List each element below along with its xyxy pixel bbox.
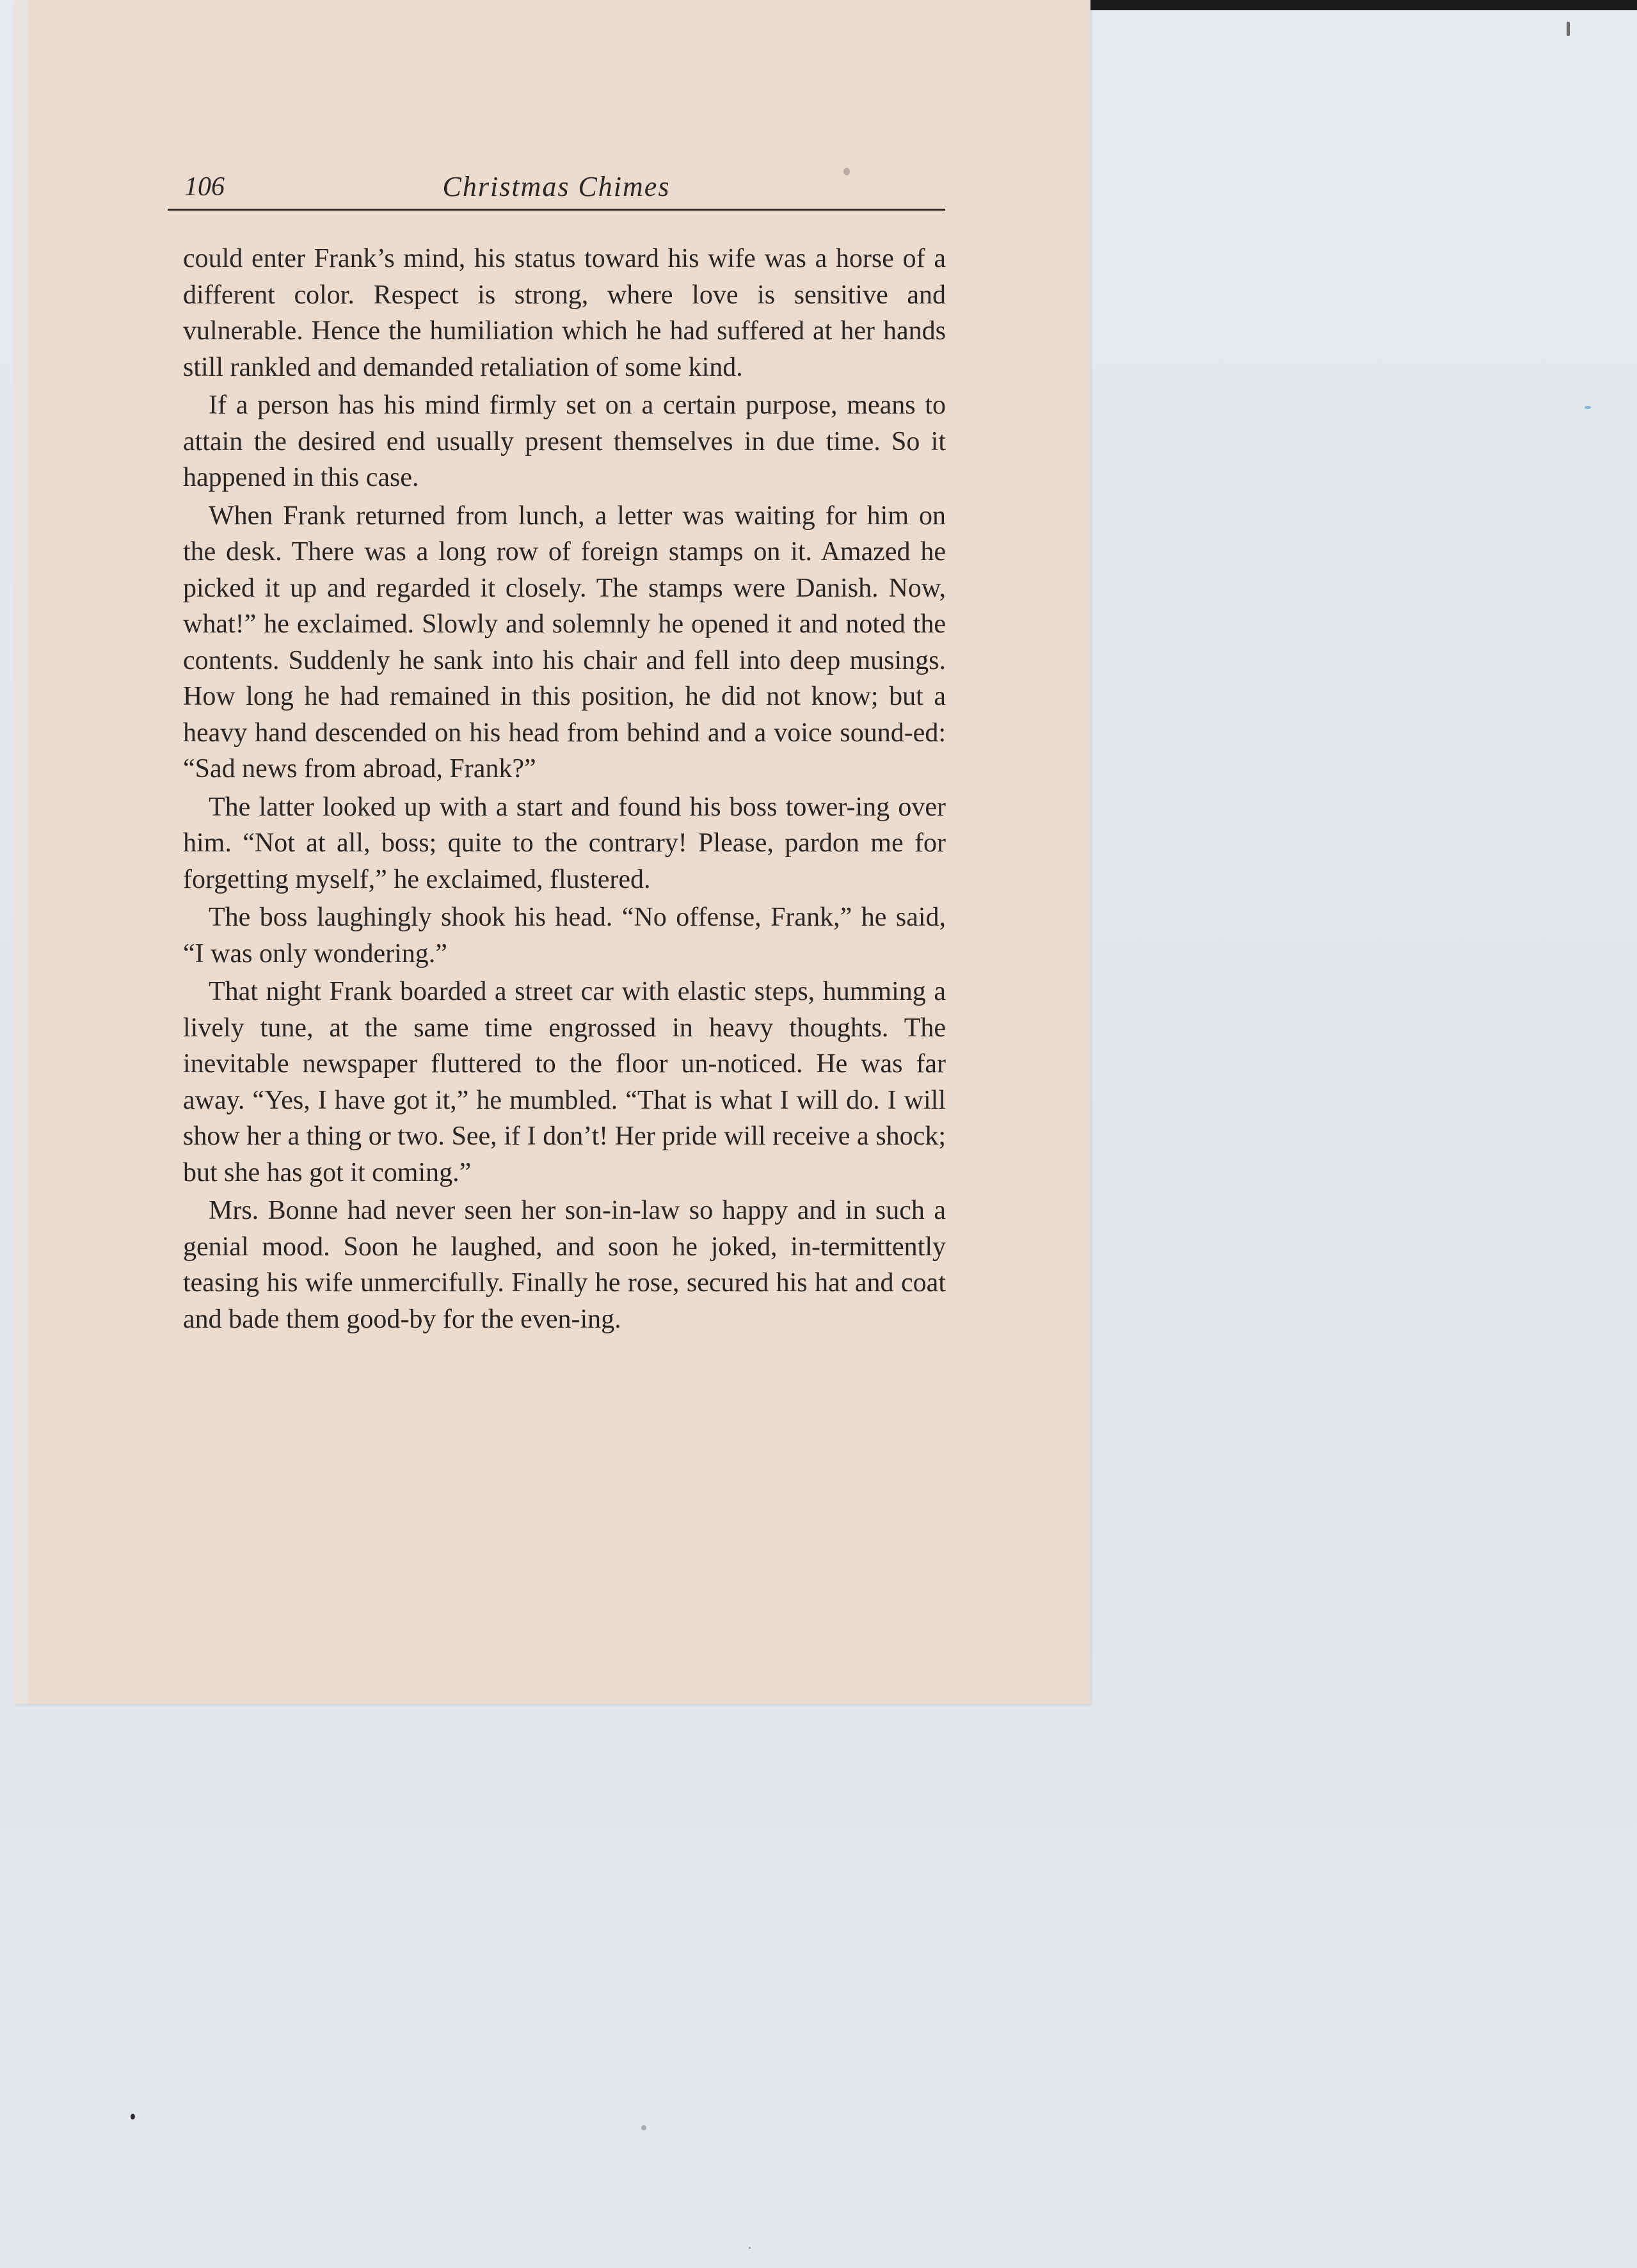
page-header xyxy=(168,169,945,211)
paragraph-7: Mrs. Bonne had never seen her son-in-law so happy and in such a genial mood. Soon he laughed, and soon he joked, in-termittently teasing his wife unmercifully. Finally he rose, secured his hat and coat and bade them good-by for the even-ing. xyxy=(183,1196,946,1334)
paragraph-6: That night Frank boarded a street car with elastic steps, humming a lively tune, at the same time engrossed in heavy thoughts. The inevitable newspaper fluttered to the floor un-noticed. He was far away. “Yes, I have got it,” he mumbled. “That is what I will do. I will show her a thing or two. See, if I don’t! Her pride will receive a shock; but she has got it coming.” xyxy=(183,977,946,1187)
paragraph-1: could enter Frank’s mind, his status toward his wife was a horse of a different color. Respect is strong, where love is sensitive and vulnerable. Hence the humiliation which he had suffered at her hands still rankled and demanded retaliation of some kind. xyxy=(183,244,946,382)
dust-speck xyxy=(131,2114,135,2119)
running-title: Christmas Chimes xyxy=(442,171,671,202)
dust-speck xyxy=(1585,406,1591,409)
dust-speck xyxy=(641,2125,646,2130)
paragraph-2: If a person has his mind firmly set on a certain purpose, means to attain the desired end usually present themselves in due time. So it happened in this case. xyxy=(183,390,946,492)
book-page xyxy=(14,0,1090,1704)
dust-speck xyxy=(1567,22,1570,36)
dust-speck xyxy=(749,2247,751,2249)
paragraph-4: The latter looked up with a start and found his boss tower-ing over him. “Not at all, boss; quite to the contrary! Please, pardon me for forgetting myself,” he exclaimed, flustered. xyxy=(183,792,946,894)
scanner-lid-shadow xyxy=(1082,0,1637,10)
paragraph-3: When Frank returned from lunch, a letter was waiting for him on the desk. There was a long row of foreign stamps on it. Amazed he picked it up and regarded it closely. The stamps were Danish. Now, what!” he exclaimed. Slowly and solemnly he opened it and noted the contents. Suddenly he sank into his chair and fell into deep musings. How long he had remained in this position, he did not know; but a heavy hand descended on his head from behind and a voice sound-ed: “Sad news from abroad, Frank?” xyxy=(183,501,946,784)
page-edge xyxy=(14,0,28,1704)
dust-speck xyxy=(843,168,850,175)
body-text xyxy=(183,241,946,1339)
paragraph-5: The boss laughingly shook his head. “No offense, Frank,” he said, “I was only wondering.” xyxy=(183,903,946,969)
page-number: 106 xyxy=(184,172,225,202)
